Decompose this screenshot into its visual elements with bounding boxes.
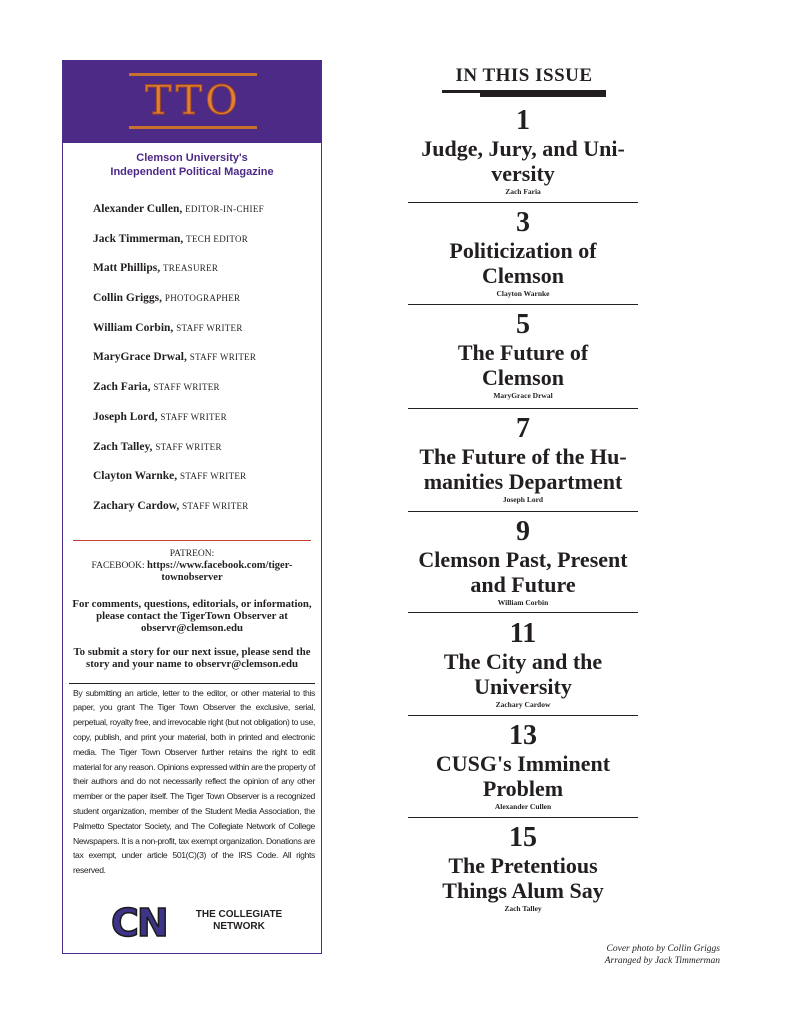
masthead-panel — [62, 60, 322, 954]
section-divider — [73, 540, 311, 541]
staff-row — [93, 262, 321, 292]
article-author: Zach Talley — [504, 904, 542, 913]
page-number: 5 — [516, 309, 530, 340]
title-line: The Future of — [457, 340, 589, 365]
staff-name: Clayton Warnke, — [93, 470, 178, 483]
staff-role: STAFF WRITER — [176, 322, 243, 333]
article-title — [408, 340, 638, 390]
title-line: Problem — [482, 776, 564, 801]
contents-item[interactable] — [408, 517, 638, 608]
patreon-label: PATREON: — [169, 548, 215, 559]
page-number: 7 — [516, 413, 530, 444]
staff-role: STAFF WRITER — [182, 500, 249, 511]
staff-role: STAFF WRITER — [155, 441, 222, 452]
contents-item[interactable] — [408, 310, 638, 401]
cn-text-line-2: NETWORK — [213, 921, 265, 932]
staff-name: Jack Timmerman, — [93, 232, 184, 245]
staff-row — [93, 441, 321, 471]
staff-row — [93, 500, 321, 530]
contents-item[interactable] — [408, 414, 638, 505]
page-number: 11 — [509, 618, 537, 649]
contents-item[interactable] — [408, 106, 638, 197]
staff-name: Matt Phillips, — [93, 262, 161, 275]
article-author: Zachary Cardow — [495, 700, 551, 709]
item-divider — [408, 817, 638, 818]
item-divider — [408, 612, 638, 613]
submit-notice: To submit a story for our next issue, please send the story and your name to observr@clemson.edu — [73, 646, 311, 671]
staff-row — [93, 381, 321, 411]
staff-name: Joseph Lord, — [93, 410, 158, 423]
staff-role: STAFF WRITER — [180, 471, 247, 482]
contact-notice: For comments, questions, editorials, or information, please contact the TigerTown Observer at observr@clemson.edu — [72, 597, 312, 634]
staff-row — [93, 292, 321, 322]
staff-row — [93, 351, 321, 381]
staff-role: PHOTOGRAPHER — [164, 293, 241, 304]
tagline — [63, 151, 321, 179]
logo-rule-bottom — [129, 126, 257, 129]
article-title — [408, 853, 638, 903]
tagline-line-2: Independent Political Magazine — [110, 166, 274, 178]
item-divider — [408, 511, 638, 512]
masthead-banner — [63, 61, 321, 143]
title-line: The Future of the Hu- — [419, 444, 627, 469]
page-number: 3 — [516, 207, 530, 238]
contents-item[interactable] — [408, 208, 638, 299]
title-line: The City and the — [443, 649, 603, 674]
cn-text-line-1: THE COLLEGIATE — [195, 909, 283, 920]
item-divider — [408, 304, 638, 305]
facebook-link-cont[interactable]: townobserver — [161, 571, 223, 583]
title-line: Politicization of — [449, 238, 597, 263]
title-line: Things Alum Say — [442, 878, 604, 903]
photo-credits — [605, 943, 720, 967]
contents-item[interactable] — [408, 823, 638, 914]
staff-role: TECH EDITOR — [186, 233, 249, 244]
staff-name: Zachary Cardow, — [93, 499, 180, 512]
article-title — [408, 444, 638, 494]
staff-row — [93, 411, 321, 441]
staff-name: Collin Griggs, — [93, 292, 163, 305]
article-author: Alexander Cullen — [494, 802, 552, 811]
staff-name: Zach Talley, — [93, 440, 153, 453]
facebook-link[interactable]: https://www.facebook.com/tiger- — [147, 559, 293, 571]
title-line: manities Department — [423, 469, 623, 494]
title-line: Clemson Past, Present — [418, 547, 628, 572]
title-line: versity — [491, 161, 555, 186]
title-line: and Future — [470, 572, 576, 597]
tagline-line-1: Clemson University's — [136, 152, 248, 164]
article-author: Clayton Warnke — [496, 289, 550, 298]
title-line: Judge, Jury, and Uni- — [421, 136, 625, 161]
staff-row — [93, 470, 321, 500]
title-line: University — [474, 674, 572, 699]
tto-logo — [129, 73, 257, 129]
article-author: Joseph Lord — [502, 495, 544, 504]
contents-item[interactable] — [408, 721, 638, 812]
title-line: Clemson — [482, 263, 564, 288]
heading-underbar — [480, 93, 606, 97]
cn-logo-text — [191, 909, 287, 933]
facebook-info — [63, 560, 321, 584]
article-author: MaryGrace Drwal — [493, 391, 553, 400]
staff-list — [63, 203, 321, 530]
staff-row — [93, 203, 321, 233]
staff-role: TREASURER — [162, 263, 219, 274]
title-line: Clemson — [482, 365, 564, 390]
page-number: 9 — [516, 516, 530, 547]
article-author: William Corbin — [497, 598, 549, 607]
staff-name: Alexander Cullen, — [93, 203, 183, 215]
facebook-label: FACEBOOK: — [91, 560, 145, 571]
staff-name: Zach Faria, — [93, 381, 151, 394]
staff-row — [93, 322, 321, 352]
item-divider — [408, 715, 638, 716]
staff-name: William Corbin, — [93, 321, 174, 334]
staff-role: STAFF WRITER — [153, 382, 220, 393]
title-line: CUSG's Imminent — [435, 751, 611, 776]
staff-row — [93, 233, 321, 263]
title-line: The Pretentious — [448, 853, 598, 878]
article-title — [408, 649, 638, 699]
legal-disclaimer: By submitting an article, letter to the editor, or other material to this paper, you grant The Tiger Town Observer the exclusive, serial, perpetual, royalty free, and irrevocable right (but not obligation) to use, copy, publish, and print your material, both in printed and electronic media. The Tiger Town Observer further retains the right to edit material for any reason. Opinions expressed within are the property of their authors and do not necessarily reflect the opinion of any other member or the paper itself. The Tiger Town Observer is a recognized student organization, member of the Student Media Association, the Palmetto Spectator Society, and The Collegiate Network of College Newspapers. It is a non-profit, tax exempt organization. Donations are tax exempt, under article 501(C)(3) of the IRS Code. All rights reserved. — [73, 687, 315, 876]
article-title — [408, 751, 638, 801]
article-title — [408, 136, 638, 186]
logo-rule-top — [129, 73, 257, 76]
collegiate-network-logo — [111, 901, 311, 945]
cover-photo-credit: Cover photo by Collin Griggs — [606, 944, 720, 954]
article-title — [408, 238, 638, 288]
article-author: Zach Faria — [505, 187, 541, 196]
page-number: 15 — [509, 822, 537, 853]
contents-heading: IN THIS ISSUE — [455, 65, 593, 86]
staff-role: STAFF WRITER — [160, 411, 227, 422]
arrangement-credit: Arranged by Jack Timmerman — [604, 956, 720, 966]
article-title — [408, 547, 638, 597]
page-number: 1 — [516, 105, 530, 136]
staff-role: EDITOR-IN-CHIEF — [185, 204, 264, 214]
logo-text: TTO — [145, 78, 241, 124]
staff-role: STAFF WRITER — [189, 352, 257, 363]
item-divider — [408, 408, 638, 409]
contents-item[interactable] — [408, 619, 638, 710]
staff-name: MaryGrace Drwal, — [93, 351, 187, 364]
item-divider — [408, 202, 638, 203]
page-number: 13 — [509, 720, 537, 751]
cn-logo-icon: CN — [111, 901, 167, 945]
